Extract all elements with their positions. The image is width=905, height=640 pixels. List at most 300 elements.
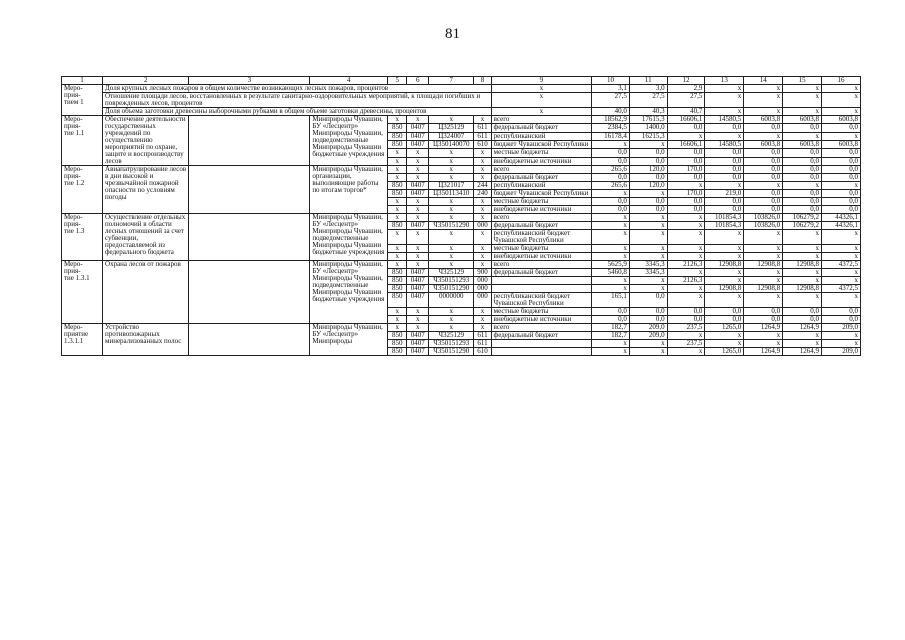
budget-code-grbs: x [388,253,407,261]
funding-value: 1264,9 [783,348,822,356]
funding-value: 0,0 [744,316,783,324]
funding-value: 0,0 [744,166,783,174]
funding-value: x [783,245,822,253]
funding-value: 237,5 [667,324,705,332]
funding-value: 16606,1 [667,116,705,124]
indicator-value: x [822,85,861,93]
funding-value: x [822,245,861,253]
budget-code-vr: x [474,166,491,174]
budget-code-vr: x [474,253,491,261]
budget-code-rzpr: 0407 [407,285,429,293]
column-number-15: 15 [783,77,822,85]
funding-value: 0,0 [629,308,667,316]
funding-value: 1264,9 [744,348,783,356]
budget-code-grbs: x [388,308,407,316]
funding-value: 0,0 [629,316,667,324]
column-number-8: 8 [474,77,491,85]
funding-value: 0,0 [822,206,861,214]
funding-value: 0,0 [592,308,630,316]
table-row [62,166,861,174]
budget-code-grbs: 850 [388,222,407,230]
activity-name: Осуществление отдельных полномочий в области лесных отношений за счет субвенции, предоставляемой из федерального бюджета [103,214,189,261]
funding-value: 0,0 [822,124,861,132]
funding-value: 0,0 [629,293,667,308]
column-number-3: 3 [189,77,310,85]
budget-code-grbs: 850 [388,340,407,348]
budget-code-vr: x [474,174,491,182]
budget-code-grbs: x [388,261,407,269]
budget-code-csr: x [429,174,474,182]
funding-value: 0,0 [822,166,861,174]
indicator-value: x [822,108,861,116]
budget-code-rzpr: x [407,230,429,245]
column-number-10: 10 [592,77,630,85]
funding-value: x [744,230,783,245]
funding-value: 0,0 [783,198,822,206]
funding-value: 3345,3 [629,261,667,269]
funding-value: x [705,245,744,253]
activity-number: Меро- прия- тие 1.2 [62,166,103,214]
funding-source: республиканский бюджет Чувашской Республики [491,230,591,245]
funding-value: 106279,2 [783,222,822,230]
budget-code-grbs: x [388,174,407,182]
funding-value: 106279,2 [783,214,822,222]
funding-value: 209,0 [822,348,861,356]
budget-code-rzpr: 0407 [407,277,429,285]
funding-value: 0,0 [783,316,822,324]
funding-value: x [629,230,667,245]
budget-code-grbs: x [388,316,407,324]
funding-value: 170,0 [667,190,705,198]
funding-value: x [667,332,705,340]
budget-code-csr: Ч350151293 [429,340,474,348]
indicator-value: x [744,85,783,93]
funding-value: x [822,277,861,285]
budget-code-rzpr: x [407,308,429,316]
empty-cell [189,261,310,324]
funding-value: 16606,1 [667,140,705,148]
indicator-unit: x [491,85,591,93]
table-row [62,324,861,332]
budget-code-csr: x [429,230,474,245]
budget-code-rzpr: x [407,316,429,324]
funding-source: местные бюджеты [491,198,591,206]
funding-value: x [705,230,744,245]
activity-name: Охрана лесов от пожаров [103,261,189,324]
funding-value: 0,0 [783,206,822,214]
activity-name: Устройство противопожарных минерализованных полос [103,324,189,356]
funding-value: 1265,0 [705,348,744,356]
funding-value: 0,0 [667,124,705,132]
budget-code-grbs: x [388,149,407,157]
budget-code-rzpr: x [407,116,429,124]
indicator-value: 40,3 [629,108,667,116]
budget-code-rzpr: 0407 [407,332,429,340]
funding-value: 1264,9 [744,324,783,332]
funding-value: x [744,182,783,190]
funding-value: 0,0 [705,174,744,182]
funding-source: всего [491,116,591,124]
funding-value: x [667,285,705,293]
budget-code-vr: 611 [474,132,491,140]
funding-value: 101854,3 [705,222,744,230]
funding-value: 0,0 [744,206,783,214]
budget-code-rzpr: x [407,214,429,222]
budget-code-grbs: x [388,206,407,214]
budget-code-grbs: 850 [388,132,407,140]
funding-value: 219,0 [705,190,744,198]
funding-value: 0,0 [822,308,861,316]
budget-code-rzpr: 0407 [407,293,429,308]
budget-code-rzpr: 0407 [407,348,429,356]
funding-value: 0,0 [705,198,744,206]
funding-value: 0,0 [667,157,705,165]
funding-value: 6003,8 [783,140,822,148]
budget-code-rzpr: x [407,198,429,206]
column-number-6: 6 [407,77,429,85]
funding-value: x [783,230,822,245]
funding-value: x [744,245,783,253]
budget-code-vr: x [474,261,491,269]
funding-value: x [822,332,861,340]
funding-source [491,348,591,356]
funding-source: внебюджетные источники [491,206,591,214]
funding-value: 12908,8 [783,285,822,293]
budget-code-rzpr: x [407,245,429,253]
budget-code-grbs: 850 [388,124,407,132]
budget-code-csr: Ц350140070 [429,140,474,148]
funding-value: 0,0 [705,316,744,324]
funding-source: федеральный бюджет [491,222,591,230]
funding-value: 0,0 [822,190,861,198]
funding-value: x [744,132,783,140]
funding-value: x [667,182,705,190]
funding-value: 16215,3 [629,132,667,140]
indicator-value: x [783,93,822,108]
budget-code-rzpr: 0407 [407,340,429,348]
funding-value: 0,0 [592,149,630,157]
budget-code-grbs: x [388,166,407,174]
funding-value: 0,0 [783,149,822,157]
indicator-unit: x [491,108,591,116]
funding-source: всего [491,214,591,222]
funding-value: x [592,253,630,261]
responsible-executor: Минприроды Чувашии, БУ «Лесцентр» Минприроды Чувашии, подведомственные Минприроды Чувашии бюджетные учреждения [310,116,388,166]
funding-value: x [822,132,861,140]
funding-value: x [629,277,667,285]
budget-code-rzpr: x [407,253,429,261]
funding-value: 0,0 [783,157,822,165]
funding-value: x [822,182,861,190]
indicator-unit: x [491,93,591,108]
funding-value: 0,0 [783,174,822,182]
column-number-12: 12 [667,77,705,85]
funding-value: 0,0 [744,124,783,132]
funding-value: 1265,0 [705,324,744,332]
budget-code-grbs: 850 [388,348,407,356]
funding-value: 0,0 [744,308,783,316]
funding-source: всего [491,166,591,174]
page-number: 81 [445,26,460,42]
funding-value: 0,0 [822,157,861,165]
funding-value: x [667,348,705,356]
funding-value: 0,0 [783,124,822,132]
funding-value: x [592,285,630,293]
funding-value: x [592,140,630,148]
funding-value: x [629,222,667,230]
funding-value: 265,6 [592,166,630,174]
funding-value: x [592,222,630,230]
funding-value: 44326,1 [822,214,861,222]
budget-code-vr: 900 [474,269,491,277]
budget-code-grbs: 850 [388,190,407,198]
budget-code-csr: Ч350151290 [429,348,474,356]
column-number-4: 4 [310,77,388,85]
empty-cell [189,166,310,214]
table-row [62,261,861,269]
funding-value: 6003,8 [783,116,822,124]
funding-value: 120,0 [629,182,667,190]
funding-value: 237,5 [667,340,705,348]
budget-code-csr: x [429,308,474,316]
budget-code-csr: x [429,198,474,206]
funding-value: x [667,214,705,222]
funding-value: x [629,190,667,198]
budget-code-vr: x [474,316,491,324]
funding-source: республиканский [491,182,591,190]
budget-code-grbs: x [388,245,407,253]
column-number-1: 1 [62,77,103,85]
budget-code-csr: Ч350151290 [429,222,474,230]
funding-value: x [629,253,667,261]
funding-value: 0,0 [592,198,630,206]
funding-value: x [744,332,783,340]
funding-value: 14580,5 [705,116,744,124]
budget-code-rzpr: x [407,261,429,269]
budget-code-rzpr: 0407 [407,140,429,148]
funding-source: республиканский бюджет Чувашской Республики [491,293,591,308]
budget-code-rzpr: 0407 [407,182,429,190]
indicator-text: Отношение площади лесов, восстановленных в результате санитарно-оздоровительных мероприятий, к площади погибших и поврежденных лесов, процентов [103,93,492,108]
budget-code-grbs: 850 [388,182,407,190]
funding-value: x [629,340,667,348]
funding-value: x [783,182,822,190]
funding-value: x [667,293,705,308]
budget-code-csr: x [429,149,474,157]
funding-value: 0,0 [629,157,667,165]
funding-value: 4372,5 [822,261,861,269]
activity-name: Авиапатрулирование лесов в дни высокой и чрезвычайной пожарной опасности по условиям погоды [103,166,189,214]
funding-value: x [783,332,822,340]
funding-value: 5625,9 [592,261,630,269]
funding-value: 0,0 [744,157,783,165]
funding-value: 265,6 [592,182,630,190]
funding-value: x [705,132,744,140]
indicator-value: x [705,93,744,108]
budget-code-rzpr: 0407 [407,269,429,277]
empty-cell [189,324,310,356]
funding-value: x [629,285,667,293]
indicator-value: x [705,85,744,93]
budget-code-csr: Ч350151290 [429,285,474,293]
funding-value: 0,0 [667,316,705,324]
indicator-value: 3,0 [629,85,667,93]
funding-value: x [629,214,667,222]
budget-code-vr: 000 [474,222,491,230]
column-number-5: 5 [388,77,407,85]
funding-value: 0,0 [822,174,861,182]
funding-value: 0,0 [705,149,744,157]
activity-number: Меро- приятие 1.3.1.1 [62,324,103,356]
funding-value: x [592,245,630,253]
budget-code-grbs: x [388,230,407,245]
funding-value: 18562,9 [592,116,630,124]
funding-value: x [705,182,744,190]
budget-code-csr: Ц325129 [429,124,474,132]
funding-value: 103826,0 [744,222,783,230]
indicator-value: 27,5 [629,93,667,108]
column-number-16: 16 [822,77,861,85]
budget-code-vr: 611 [474,124,491,132]
budget-code-grbs: x [388,214,407,222]
funding-value: 44326,1 [822,222,861,230]
funding-value: 0,0 [592,206,630,214]
funding-value: 0,0 [783,308,822,316]
budget-code-vr: x [474,308,491,316]
budget-code-csr: Ч325129 [429,269,474,277]
column-number-7: 7 [429,77,474,85]
budget-code-grbs: 850 [388,332,407,340]
funding-value: 0,0 [629,149,667,157]
budget-code-csr: x [429,166,474,174]
funding-value: x [822,230,861,245]
funding-value: 2126,3 [667,261,705,269]
funding-source: местные бюджеты [491,245,591,253]
funding-value: 0,0 [592,316,630,324]
responsible-executor: Минприроды Чувашии, организации, выполняющие работы по итогам торгов* [310,166,388,214]
funding-value: 0,0 [822,198,861,206]
budget-code-grbs: 850 [388,277,407,285]
budget-code-grbs: x [388,157,407,165]
funding-source: республиканский [491,132,591,140]
funding-source [491,277,591,285]
activity-label: Меро- прия- тием 1 [62,85,103,116]
budget-code-grbs: 850 [388,140,407,148]
budget-code-csr: Ц350113410 [429,190,474,198]
funding-value: 6003,8 [822,116,861,124]
budget-code-vr: 611 [474,340,491,348]
funding-value: x [667,269,705,277]
funding-value: x [592,277,630,285]
funding-value: x [667,132,705,140]
budget-code-csr: x [429,116,474,124]
funding-source: бюджет Чувашской Республики [491,140,591,148]
indicator-text: Доля объема заготовки древесины выборочными рубками в общем объеме заготовки древесины, процентов [103,108,492,116]
funding-value: x [667,222,705,230]
funding-value: 101854,3 [705,214,744,222]
funding-value: 2384,5 [592,124,630,132]
funding-value: x [783,340,822,348]
funding-value: x [629,348,667,356]
funding-value: x [783,277,822,285]
budget-code-vr: 611 [474,332,491,340]
funding-value: x [822,269,861,277]
budget-code-rzpr: 0407 [407,124,429,132]
funding-value: 170,0 [667,166,705,174]
funding-value: x [705,332,744,340]
funding-value: 103826,0 [744,214,783,222]
program-table [61,76,861,356]
header-row [62,77,861,85]
budget-code-grbs: 850 [388,293,407,308]
budget-code-vr: x [474,116,491,124]
budget-code-csr: x [429,324,474,332]
budget-code-rzpr: x [407,149,429,157]
funding-value: 14580,5 [705,140,744,148]
funding-value: 209,0 [629,324,667,332]
funding-value: x [667,230,705,245]
funding-value: 209,0 [822,324,861,332]
funding-value: 0,0 [705,308,744,316]
indicator-value: x [783,85,822,93]
funding-value: x [592,340,630,348]
funding-value: x [744,277,783,285]
funding-value: 0,0 [705,124,744,132]
indicator-value: 2,9 [667,85,705,93]
budget-code-grbs: 850 [388,285,407,293]
funding-value: x [744,293,783,308]
funding-value: 2126,3 [667,277,705,285]
budget-code-csr: x [429,316,474,324]
activity-number: Меро- прия- тие 1.3 [62,214,103,261]
funding-source: всего [491,261,591,269]
funding-value: 0,0 [629,198,667,206]
funding-value: 0,0 [783,166,822,174]
column-number-2: 2 [103,77,189,85]
funding-value: x [592,214,630,222]
budget-code-vr: x [474,157,491,165]
budget-code-csr: x [429,261,474,269]
budget-code-rzpr: x [407,174,429,182]
funding-value: x [592,190,630,198]
funding-value: x [783,132,822,140]
budget-code-rzpr: 0407 [407,132,429,140]
budget-code-rzpr: x [407,157,429,165]
budget-code-csr: Ц321017 [429,182,474,190]
budget-code-vr: x [474,230,491,245]
indicator-value: 40,0 [592,108,630,116]
funding-value: 120,0 [629,166,667,174]
funding-value: 12908,8 [705,285,744,293]
funding-value: 0,0 [822,149,861,157]
funding-value: 12908,8 [705,261,744,269]
funding-source: местные бюджеты [491,149,591,157]
funding-value: 6003,8 [822,140,861,148]
funding-value: 0,0 [705,157,744,165]
funding-value: x [592,230,630,245]
funding-value: x [705,293,744,308]
column-number-11: 11 [629,77,667,85]
budget-code-grbs: x [388,324,407,332]
funding-value: 0,0 [667,174,705,182]
budget-code-vr: x [474,245,491,253]
budget-code-csr: x [429,214,474,222]
funding-value: 12908,8 [744,285,783,293]
budget-code-csr: x [429,253,474,261]
table-row [62,116,861,124]
funding-source [491,340,591,348]
budget-code-vr: x [474,198,491,206]
